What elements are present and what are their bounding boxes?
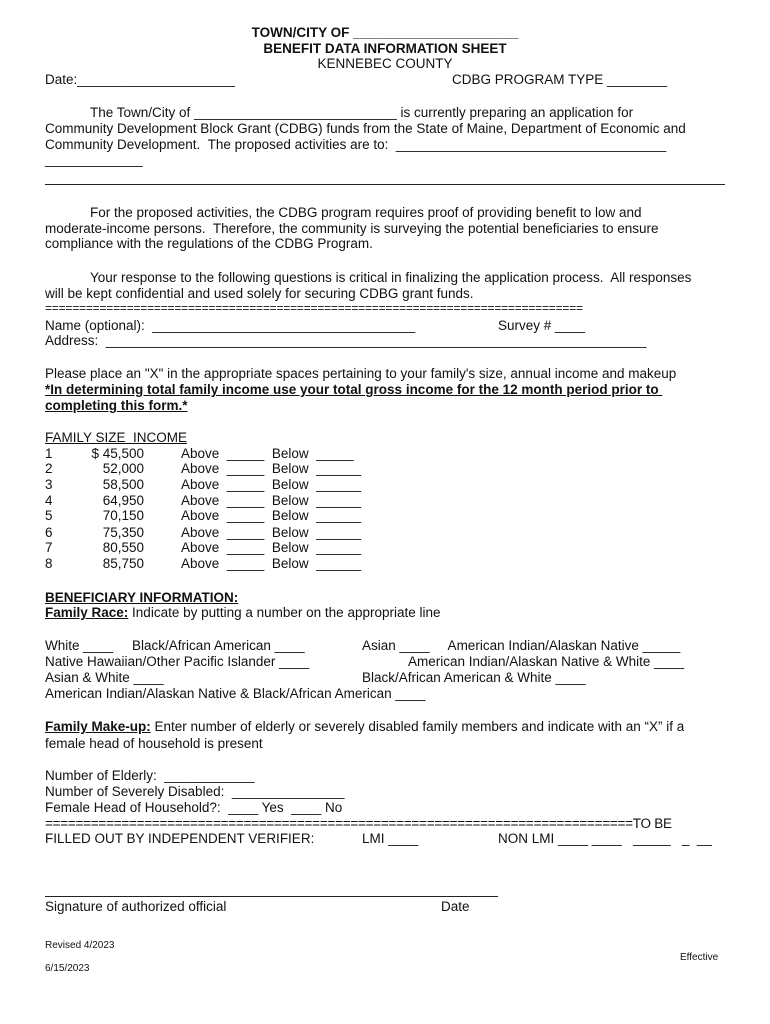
income-choice[interactable]: Above _____ Below ______ <box>181 556 362 571</box>
income-limit: 70,150 <box>102 508 144 523</box>
race-row-2-right[interactable]: American Indian/Alaskan Native & White ____ <box>408 654 685 669</box>
family-makeup-text-2: female head of household is present <box>45 736 263 751</box>
effective-label: Effective <box>680 952 719 963</box>
address-field[interactable]: Address: ________________________________________________________________________ <box>45 333 647 348</box>
income-limit: 80,550 <box>102 540 144 555</box>
income-choice[interactable]: Above _____ Below ______ <box>181 525 362 540</box>
date-field[interactable]: Date:_____________________ <box>45 72 235 87</box>
income-limit: 75,350 <box>102 525 144 540</box>
family-race-text: Indicate by putting a number on the appropriate line <box>128 605 441 620</box>
income-choice[interactable]: Above _____ Below ______ <box>181 461 362 476</box>
race-row-4[interactable]: American Indian/Alaskan Native & Black/African American ____ <box>45 686 426 701</box>
intro-line-4: _____________ <box>45 152 143 167</box>
income-choice[interactable]: Above _____ Below ______ <box>181 493 362 508</box>
family-size: 1 <box>45 446 53 461</box>
race-row-1-right[interactable]: Asian ____ American Indian/Alaskan Native _____ <box>362 638 681 653</box>
family-makeup-label: Family Make-up: <box>45 719 151 734</box>
survey-number-field[interactable]: Survey # ____ <box>498 318 586 333</box>
activities-line <box>45 184 725 185</box>
lmi-field[interactable]: LMI ____ <box>362 831 419 846</box>
proof-line-1: For the proposed activities, the CDBG program requires proof of providing benefit to low and <box>90 205 642 220</box>
income-limit: 52,000 <box>102 461 144 476</box>
intro-line-3: Community Development. The proposed activities are to: ____________________________________ <box>45 137 667 152</box>
income-limit: 64,950 <box>102 493 144 508</box>
family-size: 5 <box>45 508 53 523</box>
instructions-line-2: *In determining total family income use your total gross income for the 12 month period prior to <box>45 382 663 397</box>
disabled-field[interactable]: Number of Severely Disabled: _______________ <box>45 784 345 799</box>
revised-date: Revised 4/2023 <box>45 940 115 951</box>
intro-line-1: The Town/City of ___________________________ is currently preparing an application for <box>90 105 634 120</box>
signature-label: Signature of authorized official <box>45 899 227 914</box>
confidential-line-2: will be kept confidential and used solely for securing CDBG grant funds. <box>45 286 474 301</box>
intro-line-2: Community Development Block Grant (CDBG) funds from the State of Maine, Department of Economic and <box>45 121 686 136</box>
family-makeup-text: Enter number of elderly or severely disabled family members and indicate with an “X” if a <box>150 719 685 734</box>
program-type-field[interactable]: CDBG PROGRAM TYPE ________ <box>452 72 668 87</box>
income-choice[interactable]: Above _____ Below ______ <box>181 508 362 523</box>
family-size: 8 <box>45 556 53 571</box>
beneficiary-heading: BENEFICIARY INFORMATION: <box>45 590 239 605</box>
form-title-town: TOWN/CITY OF ______________________ <box>251 25 519 40</box>
family-size: 6 <box>45 525 53 540</box>
family-size: 3 <box>45 477 53 492</box>
verifier-label: FILLED OUT BY INDEPENDENT VERIFIER: <box>45 831 315 846</box>
family-makeup-line <box>45 719 684 735</box>
proof-line-3: compliance with the regulations of the CDBG Program. <box>45 236 373 251</box>
income-limit: 85,750 <box>102 556 144 571</box>
race-row-3-left[interactable]: Asian & White ____ <box>45 670 164 685</box>
race-row-1-left[interactable]: White ____ Black/African American ____ <box>45 638 305 653</box>
form-title: BENEFIT DATA INFORMATION SHEET <box>263 41 507 56</box>
income-limit: 58,500 <box>102 477 144 492</box>
race-row-3-right[interactable]: Black/African American & White ____ <box>362 670 586 685</box>
name-field[interactable]: Name (optional): ___________________________________ <box>45 318 416 333</box>
family-size: 4 <box>45 493 53 508</box>
signature-line[interactable] <box>45 896 498 897</box>
verifier-separator: =============================================================================TO BE <box>45 816 672 831</box>
family-size: 2 <box>45 461 53 476</box>
family-race-line <box>45 605 441 621</box>
signature-date-label: Date <box>441 899 470 914</box>
effective-date: 6/15/2023 <box>45 963 90 974</box>
county-name: KENNEBEC COUNTY <box>317 56 453 71</box>
family-race-label: Family Race: <box>45 605 129 620</box>
confidential-line-1: Your response to the following questions is critical in finalizing the application process. All responses <box>90 270 692 285</box>
elderly-field[interactable]: Number of Elderly: ____________ <box>45 768 255 783</box>
female-head-field[interactable]: Female Head of Household?: ____ Yes ____ No <box>45 800 343 815</box>
income-choice[interactable]: Above _____ Below ______ <box>181 477 362 492</box>
income-limit: $ 45,500 <box>91 446 144 461</box>
income-choice[interactable]: Above _____ Below _____ <box>181 446 354 461</box>
income-choice[interactable]: Above _____ Below ______ <box>181 540 362 555</box>
income-table-header: FAMILY SIZE INCOME <box>45 430 188 445</box>
separator: =============================================================================== <box>45 301 583 315</box>
instructions-line-3: completing this form.* <box>45 398 188 413</box>
proof-line-2: moderate-income persons. Therefore, the community is surveying the potential beneficiaries to ensure <box>45 221 659 236</box>
race-row-2-left[interactable]: Native Hawaiian/Other Pacific Islander ____ <box>45 654 310 669</box>
instructions-line-1: Please place an "X" in the appropriate spaces pertaining to your family's size, annual income and makeup <box>45 366 677 381</box>
family-size: 7 <box>45 540 53 555</box>
non-lmi-field[interactable]: NON LMI ____ ____ _____ _ __ <box>498 831 712 846</box>
